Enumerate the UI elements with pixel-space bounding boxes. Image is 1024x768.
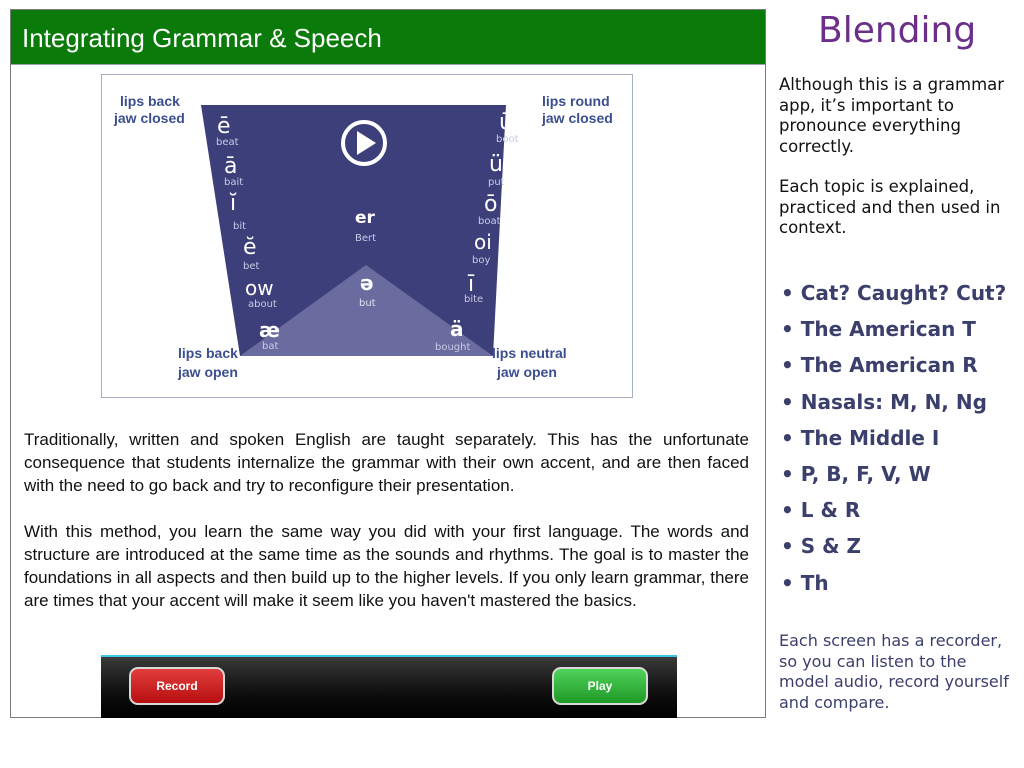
- body-text: [24, 428, 749, 635]
- panel-footer-note: Each screen has a recorder, so you can listen to the model audio, record yourself and compare.: [779, 631, 1009, 712]
- vowel-symbol: ə: [360, 271, 374, 295]
- vowel-chart-graphic: [102, 75, 632, 397]
- corner-label-bottom-left-1: lips back: [178, 345, 238, 361]
- play-button[interactable]: Play: [552, 667, 648, 705]
- corner-label-bottom-right-1: lips neutral: [492, 345, 567, 361]
- recorder-bar: [101, 655, 677, 718]
- vowel-word: boy: [472, 255, 491, 266]
- topic-list: [781, 278, 1006, 604]
- intro-paragraph: Although this is a grammar app, it’s important to pronounce everything correctly.: [779, 75, 1005, 156]
- vowel-symbol: er: [355, 208, 375, 228]
- paragraph: Traditionally, written and spoken English are taught separately. This has the unfortunate consequence that students internalize the grammar with their own accent, and are then faced with the need to go back and try to reconfigure their presentation.: [24, 430, 749, 495]
- vowel-word: boat: [478, 216, 501, 227]
- corner-label-top-right-1: lips round: [542, 93, 610, 109]
- topic-item: • P, B, F, V, W: [781, 461, 931, 486]
- vowel-word: put: [488, 177, 505, 188]
- vowel-symbol: ō: [484, 192, 498, 217]
- topic-item: • Cat? Caught? Cut?: [781, 281, 1007, 305]
- topic-item: • The Middle I: [781, 425, 940, 450]
- vowel-word: beat: [216, 137, 239, 148]
- topic-item: • L & R: [781, 498, 861, 523]
- vowel-word: bit: [233, 221, 247, 232]
- panel-title: Blending: [818, 10, 977, 51]
- vowel-word: about: [248, 299, 277, 310]
- vowel-symbol: ā: [224, 154, 238, 179]
- vowel-symbol: ow: [245, 276, 274, 300]
- vowel-word: bat: [262, 341, 279, 352]
- corner-label-top-right-2: jaw closed: [542, 110, 613, 126]
- topic-item: • S & Z: [781, 534, 862, 559]
- corner-label-top-left-2: jaw closed: [114, 110, 185, 126]
- vowel-symbol: ä: [450, 317, 464, 341]
- vowel-symbol: æ: [259, 318, 280, 342]
- vowel-symbol: ĕ: [243, 235, 257, 260]
- intro-paragraph: Each topic is explained, practiced and then used in context.: [779, 177, 1001, 237]
- vowel-word: but: [359, 298, 376, 309]
- corner-label-top-left-1: lips back: [120, 93, 180, 109]
- vowel-symbol: ü: [489, 152, 503, 177]
- vowel-symbol: oi: [474, 230, 492, 254]
- app-title: Integrating Grammar & Speech: [22, 23, 382, 53]
- topic-item: • Nasals: M, N, Ng: [781, 389, 987, 414]
- record-button[interactable]: Record: [129, 667, 225, 705]
- corner-label-bottom-right-2: jaw open: [497, 364, 557, 380]
- vowel-symbol: ū: [499, 110, 513, 135]
- paragraph: With this method, you learn the same way you did with your first language. The words and structure are introduced at the same time as the sounds and rhythms. The goal is to master the foundations in all aspects and then build up to the higher levels. If you only learn grammar, there are times that your accent will make it seem like you haven't mastered the basics.: [24, 522, 749, 610]
- vowel-word: bait: [224, 177, 244, 188]
- vowel-chart: [101, 74, 633, 398]
- vowel-word: boot: [496, 134, 519, 145]
- vowel-symbol: ē: [217, 114, 231, 139]
- vowel-word: bite: [464, 294, 484, 305]
- vowel-word: bet: [243, 261, 260, 272]
- vowel-symbol: ī: [468, 272, 475, 297]
- topic-item: • Th: [781, 570, 829, 595]
- topic-item: • The American T: [781, 317, 976, 342]
- vowel-word: bought: [435, 342, 471, 353]
- corner-label-bottom-left-2: jaw open: [178, 364, 238, 380]
- app-header: [11, 10, 765, 65]
- vowel-symbol: ĭ: [230, 191, 237, 216]
- topic-item: • The American R: [781, 353, 978, 378]
- app-window: [10, 9, 766, 718]
- vowel-word: Bert: [355, 233, 377, 244]
- panel-intro: [779, 75, 1015, 259]
